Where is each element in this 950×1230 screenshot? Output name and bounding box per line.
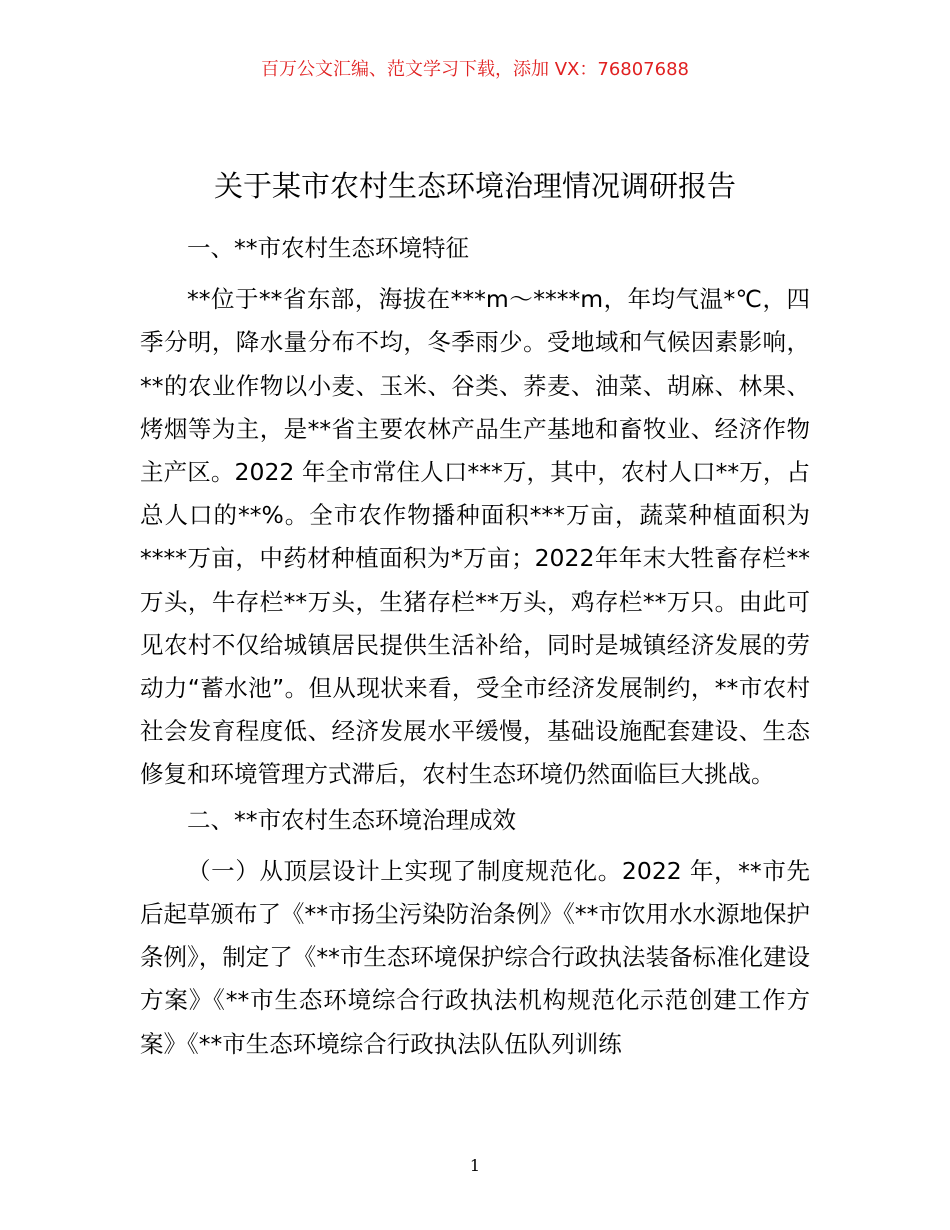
paragraph-1: **位于**省东部，海拔在***m～****m，年均气温*℃，四季分明，降水量分布不均，冬季雨少。受地域和气候因素影响，**的农业作物以小麦、玉米、谷类、荞麦、油菜、胡麻、林果、烤烟等为主，是**省主要农林产品生产基地和畜牧业、经济作物主产区。2022 年全市常住人口***万，其中，农村人口**万，占总人口的**%。全市农作物播种面积***万亩，蔬菜种植面积为****万亩，中药材种植面积为*万亩；2022年年末大牲畜存栏**万头，牛存栏**万头，生猪存栏**万头，鸡存栏**万只。由此可见农村不仅给城镇居民提供生活补给，同时是城镇经济发展的劳动力“蓄水池”。但从现状来看，受全市经济发展制约，**市农村社会发育程度低、经济发展水平缓慢，基础设施配套建设、生态修复和环境管理方式滞后，农村生态环境仍然面临巨大挑战。 bbox=[140, 285, 810, 789]
section-heading-2: 二、**市农村生态环境治理成效 bbox=[187, 805, 516, 834]
section-heading-1: 一、**市农村生态环境特征 bbox=[187, 234, 469, 262]
page-number: 1 bbox=[469, 1156, 481, 1175]
document-title: 关于某市农村生态环境治理情况调研报告 bbox=[213, 169, 736, 203]
header-watermark-note: 百万公文汇编、范文学习下载，添加 VX：76807688 bbox=[261, 59, 689, 80]
document-body bbox=[140, 225, 810, 1066]
paragraph-2: （一）从顶层设计上实现了制度规范化。2022 年，**市先后起草颁布了《**市扬尘污染防治条例》《**市饮用水水源地保护条例》，制定了《**市生态环境保护综合行政执法装备标准化建设方案》《**市生态环境综合行政执法机构规范化示范创建工作方案》《**市生态环境综合行政执法队伍队列训练 bbox=[140, 856, 810, 1058]
